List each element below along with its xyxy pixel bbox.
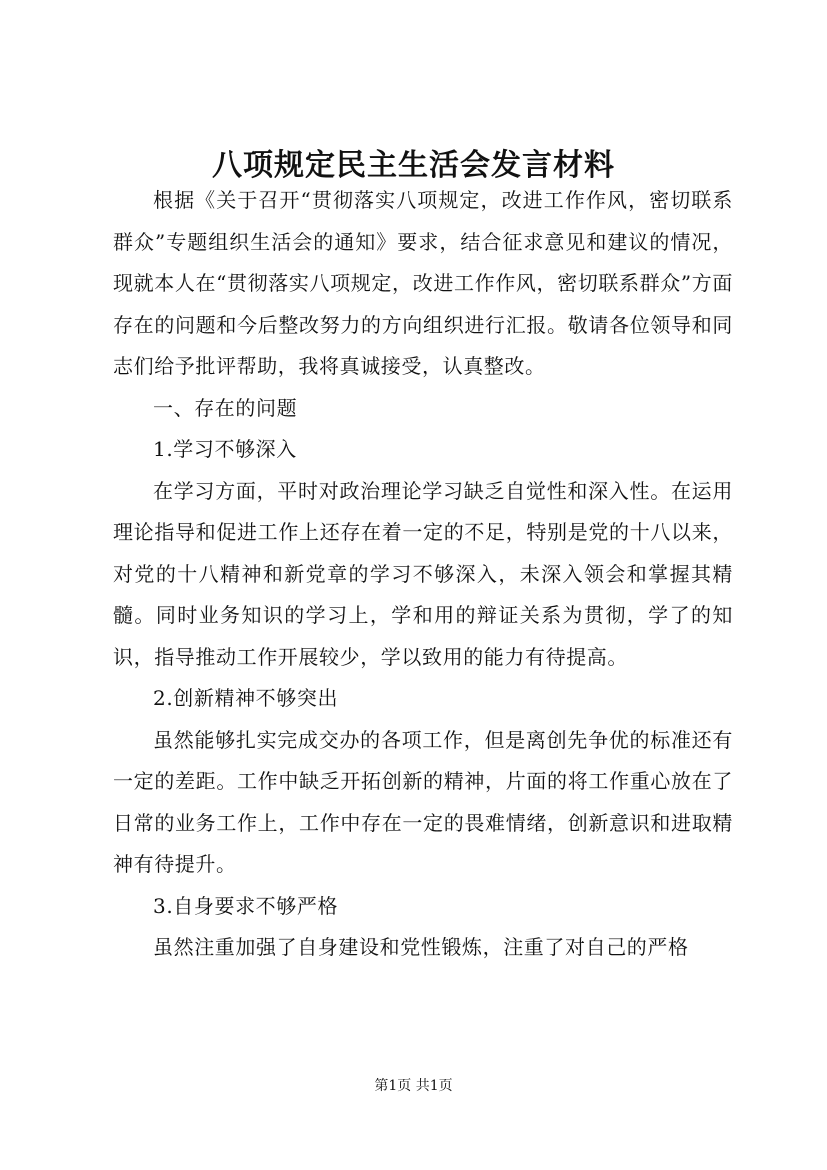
paragraph-self-discipline: 虽然注重加强了自身建设和党性锻炼，注重了对自己的严格: [153, 935, 689, 959]
paragraph-innovation: 虽然能够扎实完成交办的各项工作，但是离创先争优的标准还有一定的差距。工作中缺乏开拓创新的精神，片面的将工作重心放在了日常的业务工作上，工作中存在一定的畏难情绪，创新意识和进取精神有待提升。: [113, 727, 733, 876]
document-body: [113, 180, 733, 969]
subheading-study: 1.学习不够深入: [153, 437, 297, 461]
paragraph-study: 在学习方面，平时对政治理论学习缺乏自觉性和深入性。在运用理论指导和促进工作上还存在着一定的不足，特别是党的十八以来，对党的十八精神和新党章的学习不够深入，未深入领会和掌握其精髓。同时业务知识的学习上，学和用的辩证关系为贯彻，学了的知识，指导推动工作开展较少，学以致用的能力有待提高。: [113, 478, 733, 669]
document-title: 八项规定民主生活会发言材料: [212, 148, 615, 183]
subheading-innovation: 2.创新精神不够突出: [153, 686, 339, 710]
paragraph-intro: 根据《关于召开“贯彻落实八项规定，改进工作作风，密切联系群众”专题组织生活会的通知》要求，结合征求意见和建议的情况，现就本人在“贯彻落实八项规定，改进工作作风，密切联系群众”方面存在的问题和今后整改努力的方向组织进行汇报。敬请各位领导和同志们给予批评帮助，我将真诚接受，认真整改。: [113, 188, 733, 378]
section-heading-problems: 一、存在的问题: [153, 395, 298, 420]
page-footer: 第1页 共1页: [374, 1078, 453, 1094]
subheading-self-discipline: 3.自身要求不够严格: [153, 893, 339, 918]
